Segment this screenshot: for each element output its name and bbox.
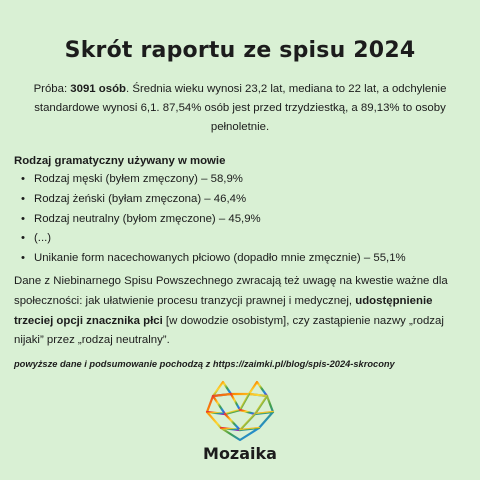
gender-section [14, 152, 466, 269]
community-paragraph [14, 272, 466, 351]
list-item: • Rodzaj żeński (byłam zmęczona) – 46,4% [14, 190, 466, 210]
page-title: Skrót raportu ze spisu 2024 [64, 38, 416, 63]
intro-prefix: Próba: [33, 83, 71, 95]
gender-section-heading: Rodzaj gramatyczny używany w mowie [14, 155, 226, 167]
paragraph-bold: udostępnienie trzeciej opcji znacznika płci [14, 294, 433, 327]
rainbow-geometric-animal-icon [199, 380, 281, 442]
list-item: • Rodzaj neutralny (byłom zmęczone) – 45,9% [14, 210, 466, 230]
intro-text: . Średnia wieku wynosi 23,2 lat, mediana to 22 lat, a odchylenie standardowe wynosi 6,1. 87,54% osób jest przed trzydziestką, a 89,13% to osoby pełnoletnie. [34, 83, 447, 133]
logo-label: Mozaika [203, 444, 277, 463]
intro-paragraph [14, 80, 466, 137]
list-item: • Unikanie form nacechowanych płciowo (dopadło mnie zmęcznie) – 55,1% [14, 249, 466, 269]
source-note: powyższe dane i podsumowanie pochodzą z https://zaimki.pl/blog/spis-2024-skrocony [14, 359, 395, 369]
gender-list [14, 170, 466, 269]
list-item: • Rodzaj męski (byłem zmęczony) – 58,9% [14, 170, 466, 190]
list-item: • (...) [14, 229, 466, 249]
paragraph-part1: Dane z Niebinarnego Spisu Powszechnego zwracają też uwagę na kwestie ważne dla społeczności: jak ułatwienie procesu tranzycji prawnej i medycznej, [14, 275, 448, 307]
paragraph-part2: [w dowodzie osobistym], czy zastąpienie nazwy „rodzaj nijaki” przez „rodzaj neutralny”. [14, 314, 444, 347]
sample-size: 3091 osób [70, 83, 127, 95]
